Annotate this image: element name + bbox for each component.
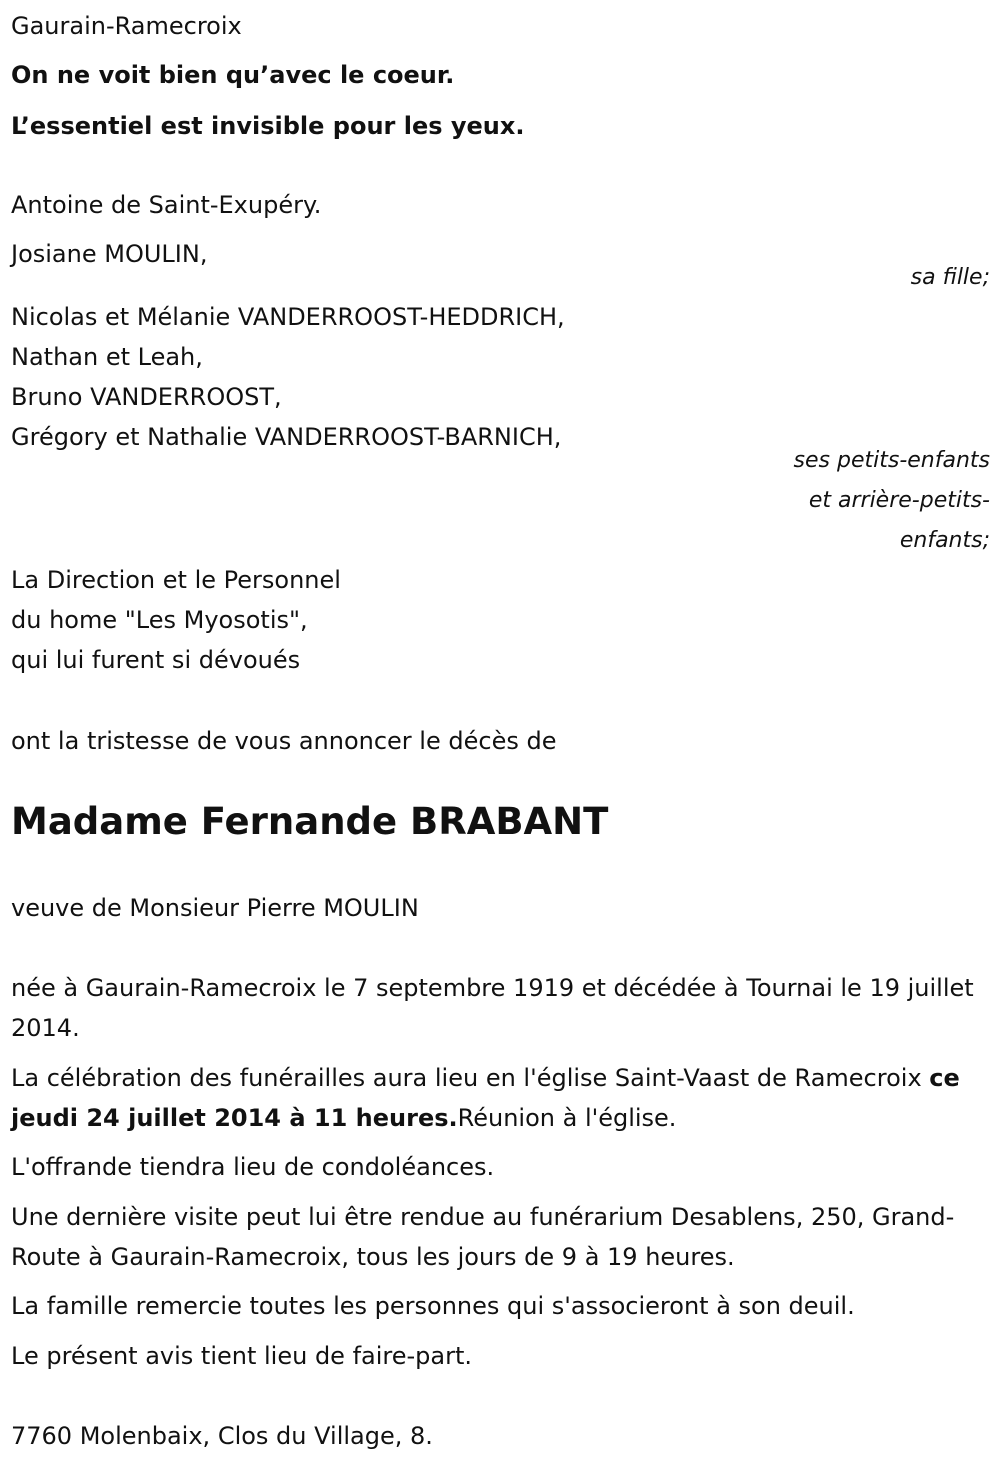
- thanks-line: La famille remercie toutes les personnes qui s'associeront à son deuil.: [11, 1292, 855, 1320]
- announcement-intro: ont la tristesse de vous annoncer le décès de: [11, 727, 557, 755]
- ceremony-meeting: Réunion à l'église.: [457, 1104, 677, 1132]
- grandchild-line: Bruno VANDERROOST,: [11, 383, 282, 411]
- grandchild-line: Nicolas et Mélanie VANDERROOST-HEDDRICH,: [11, 303, 565, 331]
- grandchild-line: Nathan et Leah,: [11, 343, 203, 371]
- birth-death-paragraph: née à Gaurain-Ramecroix le 7 septembre 1919 et décédée à Tournai le 19 juillet 2014.: [11, 974, 974, 1042]
- staff-line: qui lui furent si dévoués: [11, 646, 301, 674]
- grandchildren-role-line: enfants;: [899, 528, 990, 553]
- visit-paragraph: Une dernière visite peut lui être rendue au funérarium Desablens, 250, Grand-Route à Gaurain-Ramecroix, tous les jours de 9 à 19 heures.: [11, 1203, 955, 1271]
- quote-line-2: L’essentiel est invisible pour les yeux.: [11, 112, 525, 140]
- grandchild-line: Grégory et Nathalie VANDERROOST-BARNICH,: [11, 423, 562, 451]
- deceased-name: Madame Fernande BRABANT: [11, 800, 609, 843]
- ceremony-paragraph: [11, 1058, 986, 1138]
- ceremony-text: La célébration des funérailles aura lieu en l'église Saint-Vaast de Ramecroix: [11, 1064, 930, 1092]
- daughter-name: Josiane MOULIN,: [11, 240, 208, 268]
- grandchildren-role-line: ses petits-enfants: [793, 448, 990, 473]
- staff-line: La Direction et le Personnel: [11, 566, 341, 594]
- daughter-role: sa fille;: [910, 265, 990, 290]
- condolences-line: L'offrande tiendra lieu de condoléances.: [11, 1153, 495, 1181]
- staff-line: du home "Les Myosotis",: [11, 606, 308, 634]
- ceremony-date: ce jeudi 24 juillet 2014 à 11 heures.: [11, 1064, 960, 1132]
- grandchildren-role-line: et arrière-petits-: [808, 488, 990, 513]
- quote-line-1: On ne voit bien qu’avec le coeur.: [11, 61, 455, 89]
- address-line: 7760 Molenbaix, Clos du Village, 8.: [11, 1422, 433, 1450]
- location: Gaurain-Ramecroix: [11, 12, 242, 40]
- spouse-line: veuve de Monsieur Pierre MOULIN: [11, 894, 419, 922]
- notice-line: Le présent avis tient lieu de faire-part.: [11, 1342, 473, 1370]
- quote-author: Antoine de Saint-Exupéry.: [11, 191, 322, 219]
